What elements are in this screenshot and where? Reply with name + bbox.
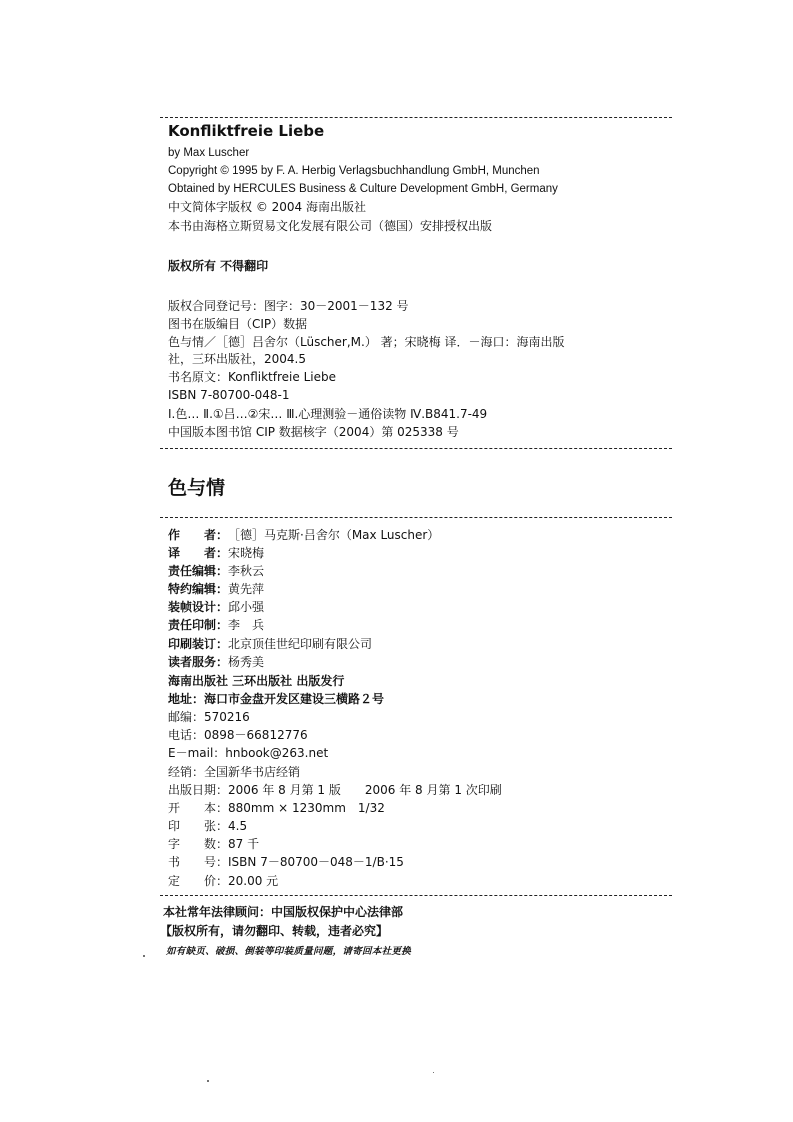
spec-label: 书 号： xyxy=(168,855,229,869)
original-author: by Max Luscher xyxy=(168,147,250,159)
divider-cip xyxy=(160,448,672,449)
credit-value: ［德］马克斯·吕舍尔（Max Luscher） xyxy=(228,528,440,542)
divider-footer xyxy=(160,895,672,896)
cn-authorization: 本书由海格立斯贸易文化发展有限公司（德国）安排授权出版 xyxy=(168,219,493,233)
spec-value: 20.00 元 xyxy=(228,874,279,888)
cip-classification: Ⅰ.色… Ⅱ.①吕…②宋… Ⅲ.心理测验－通俗读物 Ⅳ.B841.7-49 xyxy=(168,407,488,421)
credit-value: 宋晓梅 xyxy=(228,546,265,560)
publisher-phone: 电话：0898－66812776 xyxy=(168,728,308,742)
publication-date: 出版日期：2006 年 8 月第 1 版 2006 年 8 月第 1 次印刷 xyxy=(168,783,502,797)
cip-entry-line-1: 色与情／［德］吕舍尔（Lüscher,M.） 著；宋晓梅 译．－海口：海南出版 xyxy=(168,335,565,349)
credit-value: 杨秀美 xyxy=(228,655,265,669)
publisher-email: E－mail：hnbook@263.net xyxy=(168,746,329,760)
obtained-notice: Obtained by HERCULES Business & Culture Development GmbH, Germany xyxy=(168,183,558,195)
credit-label: 装帧设计： xyxy=(168,600,229,614)
contract-number: 版权合同登记号：图字：30－2001－132 号 xyxy=(168,299,409,313)
credit-value: 邱小强 xyxy=(228,600,265,614)
credit-row xyxy=(168,636,372,652)
scan-speck xyxy=(143,955,145,957)
publisher-line: 海南出版社 三环出版社 出版发行 xyxy=(168,674,345,688)
divider-credits xyxy=(160,517,672,518)
credit-row xyxy=(168,527,439,543)
rights-notice: 【版权所有，请勿翻印、转载，违者必究】 xyxy=(160,924,389,938)
spec-value: 87 千 xyxy=(228,837,260,851)
cn-copyright: 中文简体字版权 © 2004 海南出版社 xyxy=(168,200,366,214)
credit-value: 李 兵 xyxy=(228,618,265,632)
credit-row xyxy=(168,563,264,579)
scan-speck xyxy=(207,1080,209,1082)
credit-row xyxy=(168,654,264,670)
spec-row xyxy=(168,854,404,870)
scan-speck xyxy=(433,1072,434,1073)
spec-label: 印 张： xyxy=(168,819,229,833)
spec-row xyxy=(168,873,278,889)
cip-original-title: 书名原文：Konfliktfreie Liebe xyxy=(168,370,336,384)
credit-row xyxy=(168,545,264,561)
book-title: 色与情 xyxy=(168,477,226,499)
cip-isbn: ISBN 7-80700-048-1 xyxy=(168,388,290,402)
publisher-postcode: 邮编：570216 xyxy=(168,710,250,724)
distribution: 经销：全国新华书店经销 xyxy=(168,765,301,779)
spec-label: 开 本： xyxy=(168,801,229,815)
cip-heading: 图书在版编目（CIP）数据 xyxy=(168,317,308,331)
legal-counsel: 本社常年法律顾问：中国版权保护中心法律部 xyxy=(163,905,404,919)
spec-value: 880mm × 1230mm 1/32 xyxy=(228,801,385,815)
credit-value: 北京顶佳世纪印刷有限公司 xyxy=(228,637,373,651)
cip-entry-line-2: 社，三环出版社，2004.5 xyxy=(168,352,306,366)
spec-label: 字 数： xyxy=(168,837,229,851)
publisher-address: 地址：海口市金盘开发区建设三横路２号 xyxy=(168,692,385,706)
credit-value: 李秋云 xyxy=(228,564,265,578)
credit-label: 译 者： xyxy=(168,546,229,560)
credit-label: 作 者： xyxy=(168,528,229,542)
credit-label: 特约编辑： xyxy=(168,582,229,596)
credit-row xyxy=(168,599,264,615)
original-title: Konfliktfreie Liebe xyxy=(168,122,325,140)
copyright-notice: Copyright © 1995 by F. A. Herbig Verlagsbuchhandlung GmbH, Munchen xyxy=(168,165,540,177)
spec-row xyxy=(168,818,247,834)
credit-label: 责任印制： xyxy=(168,618,229,632)
spec-row xyxy=(168,836,259,852)
spec-label: 定 价： xyxy=(168,874,229,888)
spec-row xyxy=(168,800,385,816)
credit-label: 印刷装订： xyxy=(168,637,229,651)
credit-row xyxy=(168,581,264,597)
rights-reserved: 版权所有 不得翻印 xyxy=(168,259,269,273)
spec-value: 4.5 xyxy=(228,819,248,833)
divider-top xyxy=(160,117,672,118)
credit-label: 读者服务： xyxy=(168,655,229,669)
credit-label: 责任编辑： xyxy=(168,564,229,578)
credit-value: 黄先萍 xyxy=(228,582,265,596)
cip-record: 中国版本图书馆 CIP 数据核字（2004）第 025338 号 xyxy=(168,425,459,439)
credit-row xyxy=(168,617,264,633)
spec-value: ISBN 7－80700－048－1/B·15 xyxy=(228,855,404,869)
print-defects-notice: 如有缺页、破损、倒装等印装质量问题，请寄回本社更换 xyxy=(166,946,412,957)
